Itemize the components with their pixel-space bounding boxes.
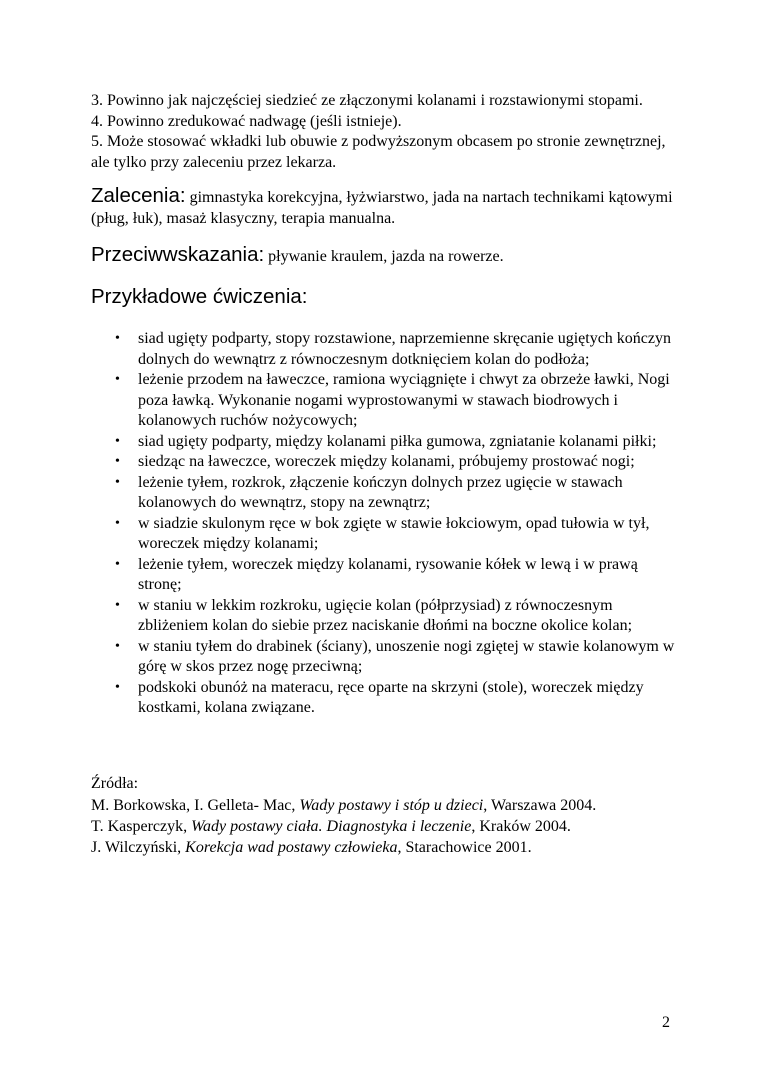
exercise-item [115, 555, 681, 596]
przeciwwskazania-text: pływanie kraulem, jazda na rowerze. [264, 248, 504, 265]
bullet-icon: • [115, 597, 120, 613]
recommendation-item: 4. Powinno zredukować nadwagę (jeśli istnieje). [91, 112, 402, 130]
zalecenia-heading: Zalecenia: [91, 184, 186, 207]
exercise-text: leżenie tyłem, rozkrok, złączenie kończyn dolnych przez ugięcie w stawach kolanowych do wewnątrz, stopy na zewnątrz; [138, 473, 623, 511]
exercise-text: siedząc na ławeczce, woreczek między kolanami, próbujemy prostować nogi; [138, 453, 635, 470]
source-entry [91, 837, 681, 858]
exercise-text: w siadzie skulonym ręce w bok zgięte w stawie łokciowym, opad tułowia w tył, woreczek między kolanami; [138, 514, 650, 552]
page-number: 2 [662, 1014, 670, 1031]
exercises-list [91, 329, 681, 719]
bullet-icon: • [115, 474, 120, 490]
exercise-text: leżenie przodem na ławeczce, ramiona wyciągnięte i chwyt za obrzeże ławki, Nogi poza ławką. Wykonanie nogami wyprostowanymi w stawach biodrowych i kolanowych ruchów nożycowych; [138, 371, 670, 429]
source-details: , Warszawa 2004. [483, 796, 597, 814]
exercise-item [115, 329, 681, 370]
exercise-text: siad ugięty podparty, stopy rozstawione, naprzemienne skręcanie ugiętych kończyn dolnych do wewnątrz z równoczesnym dotknięciem kolan do podłoża; [138, 330, 672, 368]
exercises-heading: Przykładowe ćwiczenia: [91, 285, 308, 308]
source-author: M. Borkowska, I. Gelleta- Mac, [91, 796, 300, 814]
source-title: Korekcja wad postawy człowieka [185, 838, 398, 856]
exercise-text: siad ugięty podparty, między kolanami piłka gumowa, zgniatanie kolanami piłki; [138, 432, 657, 450]
exercise-item [115, 370, 681, 432]
source-author: T. Kasperczyk, [91, 817, 192, 835]
sources-section [91, 773, 681, 858]
recommendations-list [91, 91, 681, 173]
bullet-icon: • [115, 331, 120, 346]
exercise-text: leżenie tyłem, woreczek między kolanami, rysowanie kółek w lewą i w prawą stronę; [138, 555, 638, 593]
bullet-icon: • [115, 556, 120, 572]
bullet-icon: • [115, 679, 120, 695]
exercise-text: w staniu tyłem do drabinek (ściany), unoszenie nogi zgiętej w stawie kolanowym w górę w skos przez nogę przeciwną; [138, 637, 675, 675]
sources-heading: Źródła: [91, 774, 139, 792]
document-page [91, 91, 681, 858]
exercise-item [115, 637, 681, 678]
source-title: Wady postawy ciała. Diagnostyka i leczenie [191, 817, 472, 835]
source-details: , Kraków 2004. [471, 817, 571, 835]
bullet-icon: • [115, 372, 120, 387]
przeciwwskazania-section [91, 244, 681, 267]
exercise-text: w staniu w lekkim rozkroku, ugięcie kolan (półprzysiad) z równoczesnym zbliżeniem kolan do siebie przez naciskanie dłońmi na boczne okolice kolan; [138, 596, 633, 634]
exercise-text: podskoki obunóż na materacu, ręce oparte na skrzyni (stole), woreczek między kostkami, kolana związane. [138, 678, 644, 716]
exercise-item [115, 514, 681, 555]
source-entry [91, 816, 681, 837]
bullet-icon: • [115, 433, 120, 449]
exercise-item [115, 678, 681, 719]
source-entry [91, 795, 681, 816]
zalecenia-section [91, 185, 681, 229]
exercise-item [115, 596, 681, 637]
bullet-icon: • [115, 454, 120, 469]
recommendation-item: 3. Powinno jak najczęściej siedzieć ze złączonymi kolanami i rozstawionymi stopami. [91, 92, 643, 109]
source-details: , Starachowice 2001. [397, 838, 532, 856]
exercise-item [115, 473, 681, 514]
recommendation-item: 5. Może stosować wkładki lub obuwie z podwyższonym obcasem po stronie zewnętrznej, ale tylko przy zaleceniu przez lekarza. [91, 133, 666, 171]
bullet-icon: • [115, 638, 120, 654]
exercise-item [115, 452, 681, 473]
przeciwwskazania-heading: Przeciwwskazania: [91, 243, 265, 266]
source-title: Wady postawy i stóp u dzieci [299, 796, 484, 814]
source-author: J. Wilczyński, [91, 838, 186, 856]
bullet-icon: • [115, 515, 120, 531]
zalecenia-text: gimnastyka korekcyjna, łyżwiarstwo, jada na nartach technikami kątowymi (pług, łuk), masaż klasyczny, terapia manualna. [91, 189, 673, 227]
exercise-item [115, 432, 681, 453]
